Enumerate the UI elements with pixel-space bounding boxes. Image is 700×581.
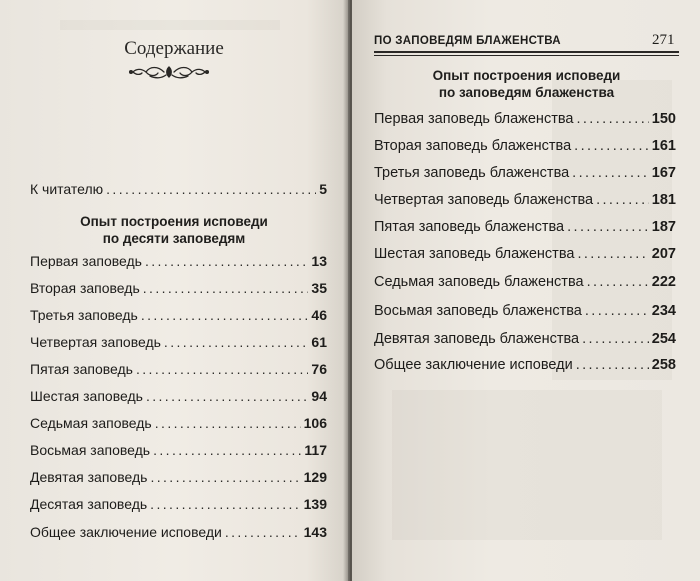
toc-entry[interactable] — [374, 192, 676, 208]
toc-entry[interactable] — [374, 219, 676, 235]
decorative-ornament-icon — [128, 64, 210, 80]
toc-page-number: 187 — [651, 219, 676, 235]
toc-entry-label: Девятая заповедь — [30, 469, 148, 485]
header-rule — [374, 55, 679, 56]
dot-leader — [576, 357, 649, 373]
toc-entry[interactable] — [374, 165, 676, 181]
toc-page-number: 207 — [651, 246, 676, 262]
toc-entry-label: Общее заключение исповеди — [30, 524, 222, 540]
dot-leader — [576, 111, 648, 127]
toc-page-number: 13 — [311, 253, 327, 269]
toc-entry-label: Первая заповедь — [30, 253, 142, 269]
toc-entry[interactable] — [30, 334, 327, 350]
dot-leader — [136, 361, 308, 377]
toc-entry-label: Шестая заповедь — [30, 388, 143, 404]
toc-entry[interactable] — [374, 331, 676, 347]
toc-entry-label: Четвертая заповедь блаженства — [374, 192, 594, 208]
dot-leader — [150, 469, 300, 485]
toc-page-number: 106 — [303, 415, 327, 431]
toc-entry-label: Третья заповедь — [30, 307, 138, 323]
toc-entry[interactable] — [30, 280, 327, 296]
toc-page-number: 167 — [651, 165, 676, 181]
toc-entry[interactable] — [374, 303, 676, 319]
toc-entry[interactable] — [374, 111, 676, 127]
toc-entry-label: Седьмая заповедь — [30, 415, 152, 431]
dot-leader — [146, 388, 308, 404]
section-heading-line: по заповедям блаженства — [438, 85, 615, 100]
toc-entry-label: Девятая заповедь блаженства — [374, 331, 580, 347]
toc-page-number: 258 — [651, 357, 676, 373]
toc-entry[interactable] — [374, 357, 676, 373]
toc-entry-label: Вторая заповедь — [30, 280, 140, 296]
bleed-through-text — [60, 20, 280, 30]
toc-page-number: 181 — [651, 192, 676, 208]
toc-entry[interactable] — [374, 138, 676, 154]
toc-entry[interactable] — [374, 246, 676, 262]
toc-entry[interactable] — [30, 524, 327, 540]
toc-entry[interactable] — [30, 496, 327, 512]
toc-entry-label: Десятая заповедь — [30, 496, 148, 512]
toc-entry[interactable] — [30, 415, 327, 431]
toc-page-number: 143 — [303, 524, 327, 540]
toc-page-number: 161 — [651, 138, 676, 154]
toc-entry[interactable] — [30, 388, 327, 404]
dot-leader — [577, 246, 648, 262]
section-heading-line: Опыт построения исповеди — [80, 214, 268, 229]
toc-entry-label: К читателю — [30, 181, 104, 197]
dot-leader — [574, 138, 649, 154]
toc-page-number: 234 — [651, 303, 676, 319]
left-page — [0, 0, 348, 581]
toc-entry-label: Вторая заповедь блаженства — [374, 138, 572, 154]
dot-leader — [143, 280, 309, 296]
toc-page-number: 61 — [311, 334, 327, 350]
section-heading-beatitudes — [374, 67, 679, 101]
toc-page-number: 117 — [304, 442, 327, 458]
toc-page-number: 76 — [311, 361, 327, 377]
toc-entry[interactable] — [30, 361, 327, 377]
toc-entry-label: Пятая заповедь — [30, 361, 133, 377]
running-head: ПО ЗАПОВЕДЯМ БЛАЖЕНСТВА — [374, 35, 561, 47]
dot-leader — [582, 331, 649, 347]
toc-entry-label: Шестая заповедь блаженства — [374, 246, 575, 262]
toc-entry[interactable] — [30, 307, 327, 323]
toc-entry[interactable] — [30, 442, 327, 458]
toc-entry-label: Четвертая заповедь — [30, 334, 161, 350]
toc-entry[interactable] — [30, 253, 327, 269]
bleed-through-text — [392, 390, 662, 540]
dot-leader — [153, 442, 301, 458]
toc-page-number: 222 — [651, 274, 676, 290]
section-heading-ten-commandments — [0, 213, 348, 247]
page-number: 271 — [652, 32, 675, 48]
toc-entry-label: Пятая заповедь блаженства — [374, 219, 565, 235]
toc-page-number: 35 — [311, 280, 327, 296]
toc-page-number: 94 — [311, 388, 327, 404]
toc-entry-label: Первая заповедь блаженства — [374, 111, 574, 127]
toc-entry-to-reader[interactable] — [30, 181, 327, 197]
toc-entry-label: Восьмая заповедь — [30, 442, 151, 458]
dot-leader — [225, 524, 301, 540]
toc-entry[interactable] — [30, 469, 327, 485]
contents-title: Содержание — [124, 38, 224, 59]
toc-page-number: 254 — [651, 331, 676, 347]
dot-leader — [150, 496, 300, 512]
dot-leader — [145, 253, 308, 269]
toc-page-number: 139 — [303, 496, 327, 512]
toc-page-number: 150 — [651, 111, 676, 127]
toc-entry-label: Восьмая заповедь блаженства — [374, 303, 582, 319]
dot-leader — [572, 165, 649, 181]
dot-leader — [587, 274, 649, 290]
dot-leader — [141, 307, 309, 323]
dot-leader — [596, 192, 649, 208]
toc-entry-label: Седьмая заповедь блаженства — [374, 274, 584, 290]
header-rule — [374, 51, 679, 53]
section-heading-line: по десяти заповедям — [102, 231, 246, 246]
toc-entry-label: Общее заключение исповеди — [374, 357, 573, 373]
dot-leader — [585, 303, 649, 319]
toc-page-number: 129 — [303, 469, 327, 485]
dot-leader — [155, 415, 301, 431]
section-heading-line: Опыт построения исповеди — [432, 68, 621, 83]
dot-leader — [106, 181, 316, 197]
dot-leader — [164, 334, 309, 350]
toc-page-number: 46 — [311, 307, 327, 323]
toc-page-number: 5 — [319, 181, 327, 197]
right-page — [352, 0, 700, 581]
toc-entry-label: Третья заповедь блаженства — [374, 165, 570, 181]
dot-leader — [567, 219, 649, 235]
toc-entry[interactable] — [374, 274, 676, 290]
